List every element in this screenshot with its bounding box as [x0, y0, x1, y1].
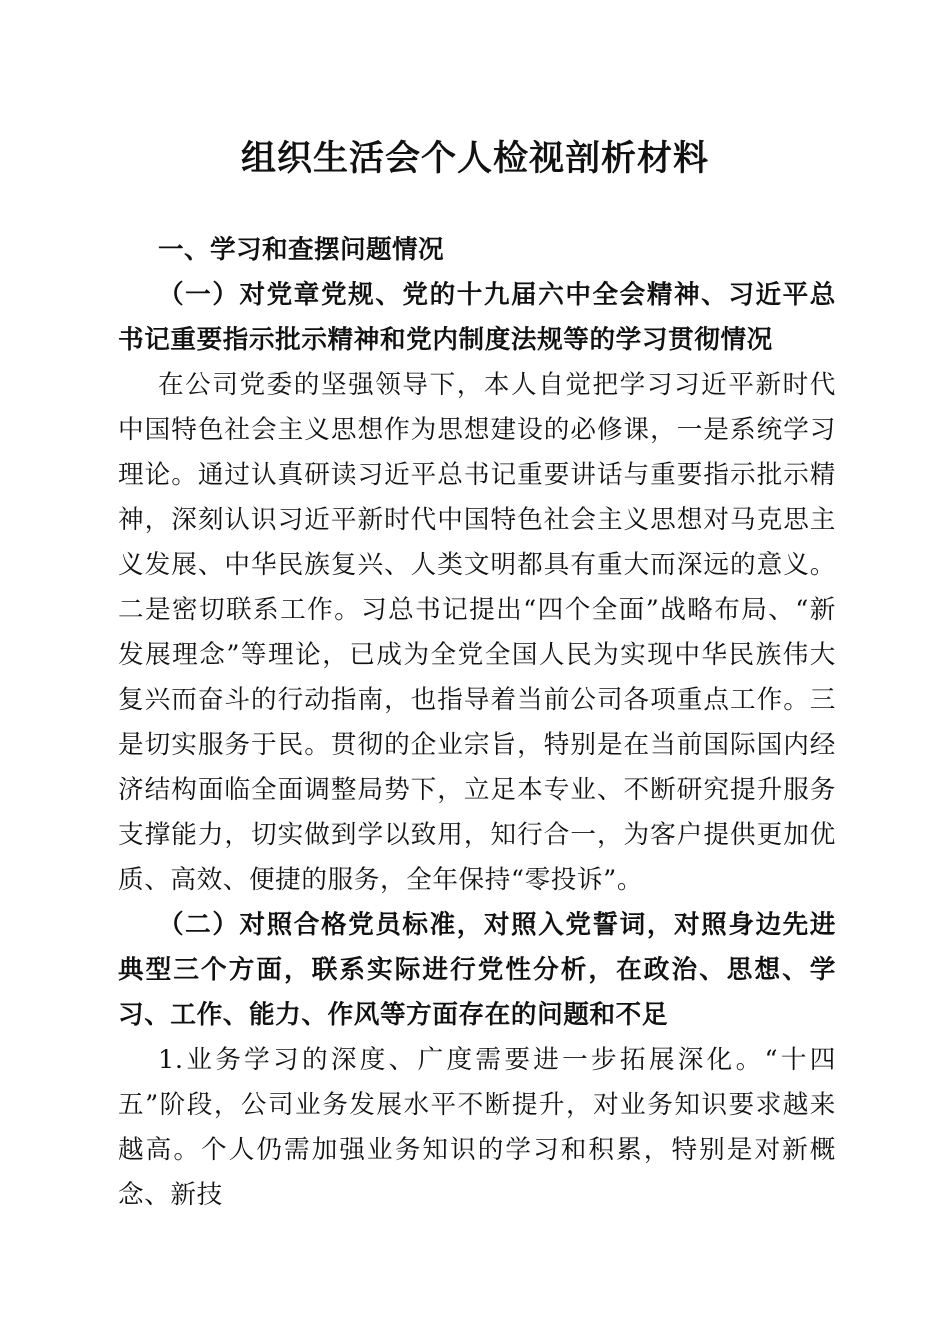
subsection-body-1: 在公司党委的坚强领导下，本人自觉把学习习近平新时代中国特色社会主义思想作为思想建设的必修课，一是系统学习理论。通过认真研读习近平总书记重要讲话与重要指示批示精神，深刻认识习近平新时代中国特色社会主义思想对马克思主义发展、中华民族复兴、人类文明都具有重大而深远的意义。二是密切联系工作。习总书记提出“四个全面”战略布局、“新发展理念”等理论，已成为全党全国人民为实现中华民族伟大复兴而奋斗的行动指南，也指导着当前公司各项重点工作。三是切实服务于民。贯彻的企业宗旨，特别是在当前国际国内经济结构面临全面调整局势下，立足本专业、不断研究提升服务支撑能力，切实做到学以致用，知行合一，为客户提供更加优质、高效、便捷的服务，全年保持“零投诉”。 [118, 370, 836, 895]
subsection-heading-1: （一）对党章党规、党的十九届六中全会精神、习近平总书记重要指示批示精神和党内制度法规等的学习贯彻情况 [118, 280, 836, 355]
document-title: 组织生活会个人检视剖析材料 [240, 138, 709, 179]
list-item-1: 1.业务学习的深度、广度需要进一步拓展深化。“十四五”阶段，公司业务发展水平不断提升，对业务知识要求越来越高。个人仍需加强业务知识的学习和积累，特别是对新概念、新技 [118, 1045, 836, 1210]
section-heading: 一、学习和查摆问题情况 [158, 235, 444, 265]
document-body [118, 228, 836, 1218]
subsection-heading-2: （二）对照合格党员标准，对照入党誓词，对照身边先进典型三个方面，联系实际进行党性分析，在政治、思想、学习、工作、能力、作风等方面存在的问题和不足 [118, 910, 836, 1030]
